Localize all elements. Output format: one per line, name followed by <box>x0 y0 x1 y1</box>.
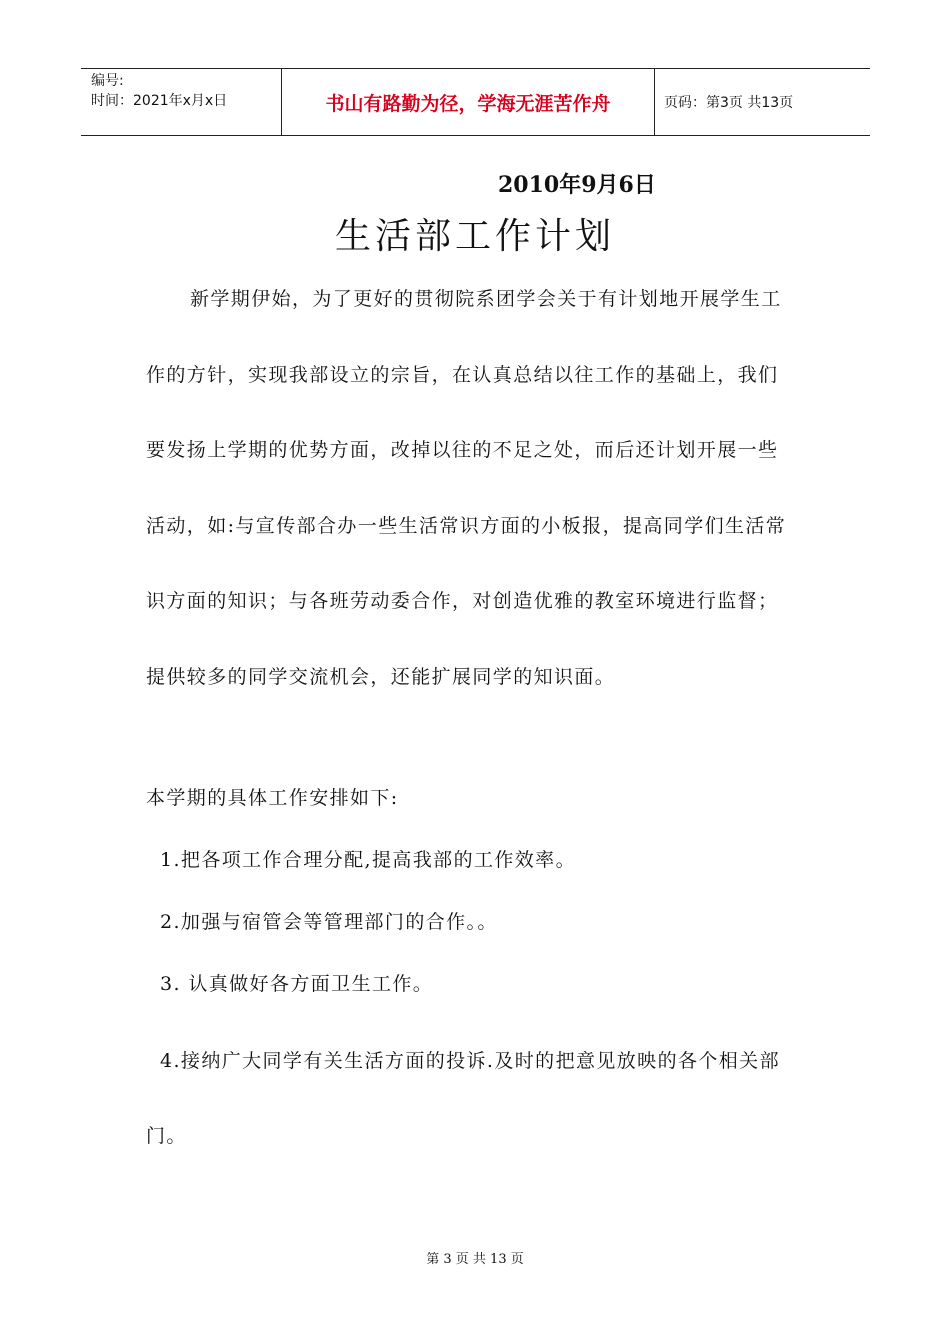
list-item-2: 2.加强与宿管会等管理部门的合作。。 <box>160 911 498 933</box>
page-footer: 第 3 页 共 13 页 <box>426 1252 524 1267</box>
header-motto-cell <box>281 69 655 135</box>
arrangement-heading: 本学期的具体工作安排如下: <box>146 787 399 809</box>
motto-text: 书山有路勤为径，学海无涯苦作舟 <box>325 92 611 115</box>
document-date: 2010年9月6日 <box>498 172 656 198</box>
document-title: 生活部工作计划 <box>334 216 615 257</box>
page-label: 页码：第3页 共13页 <box>664 95 794 111</box>
intro-paragraph: 新学期伊始，为了更好的贯彻院系团学会关于有计划地开展学生工作的方针，实现我部设立的宗旨，在认真总结以往工作的基础上，我们要发扬上学期的优势方面，改掉以往的不足之处，而后还计划开展一些活动，如:与宣传部合办一些生活常识方面的小板报，提高同学们生活常识方面的知识；与各班劳动委合作，对创造优雅的教室环境进行监督；提供较多的同学交流机会，还能扩展同学的知识面。 <box>146 288 787 688</box>
document-header <box>81 68 870 136</box>
header-page-cell <box>655 69 870 135</box>
header-meta-cell <box>81 69 281 135</box>
list-item-3: 3. 认真做好各方面卫生工作。 <box>160 973 434 995</box>
time-label: 时间：2021年x月x日 <box>91 93 228 109</box>
list-item-4: 4.接纳广大同学有关生活方面的投诉.及时的把意见放映的各个相关部门。 <box>146 1050 780 1147</box>
number-label: 编号: <box>91 73 124 89</box>
list-item-1: 1.把各项工作合理分配,提高我部的工作效率。 <box>160 849 576 871</box>
